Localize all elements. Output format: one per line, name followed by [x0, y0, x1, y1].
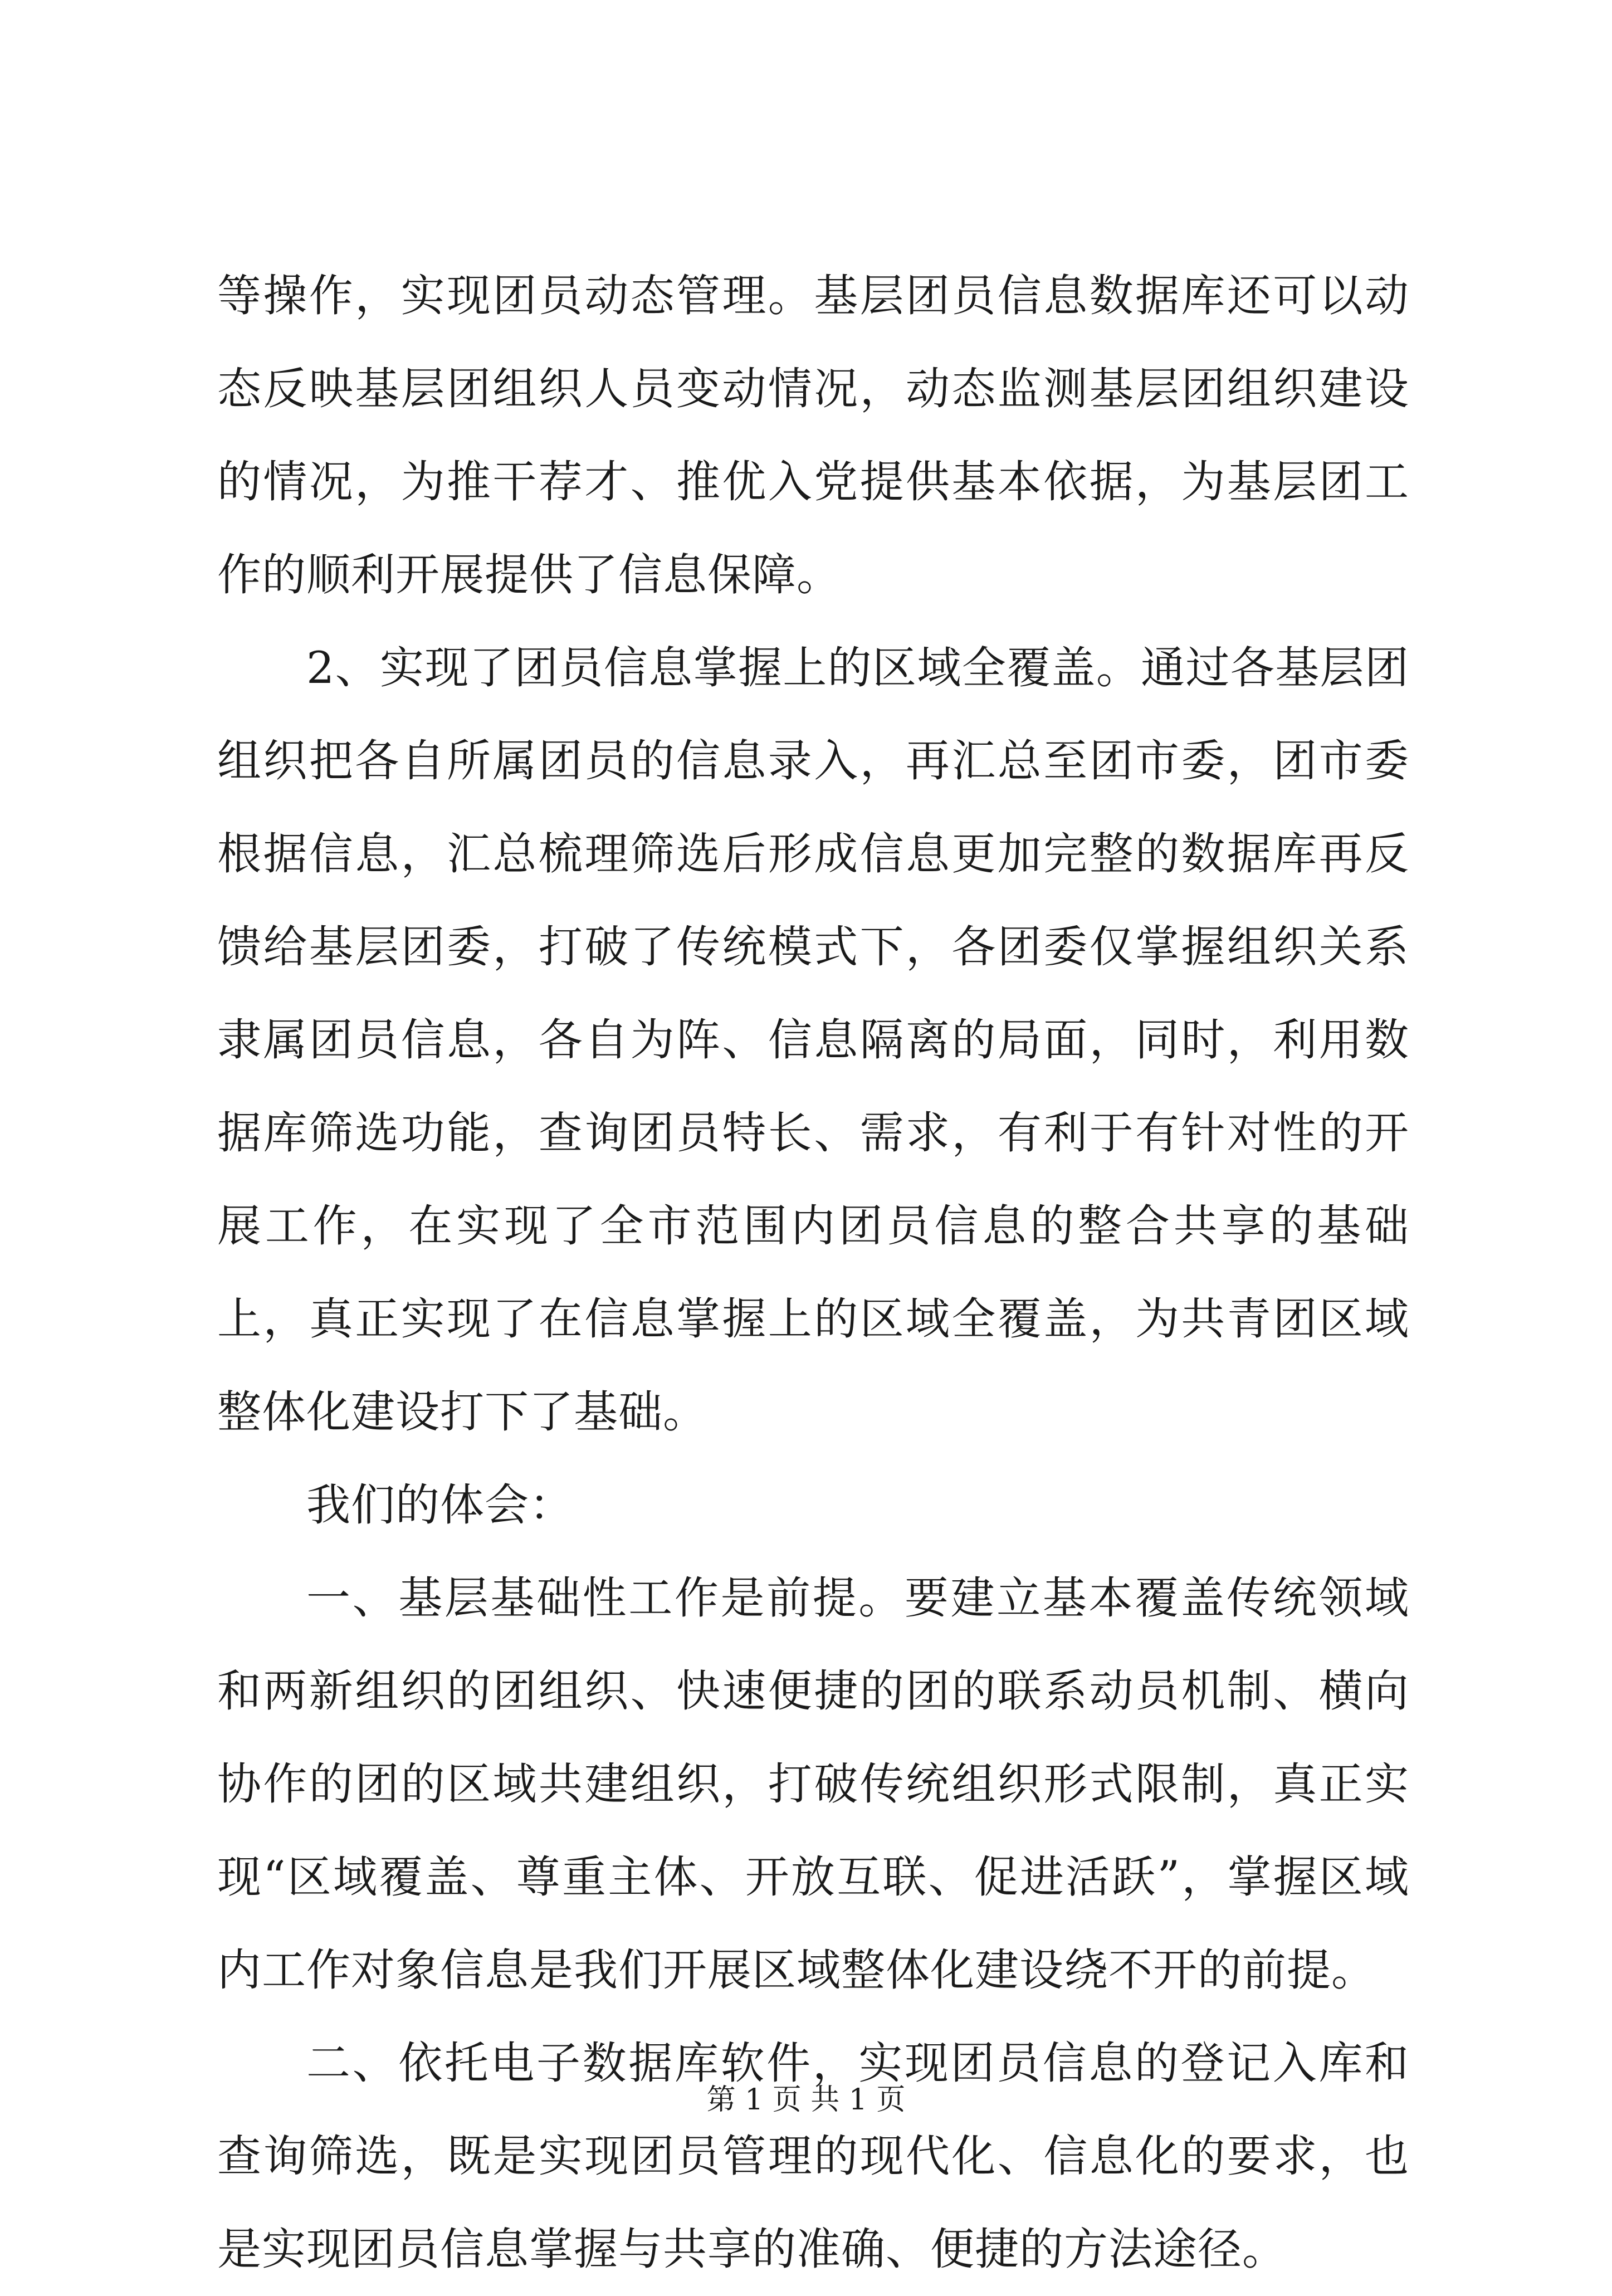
- paragraph-continuation: 等操作，实现团员动态管理。基层团员信息数据库还可以动态反映基层团组织人员变动情况，动态监测基层团组织建设的情况，为推干荐才、推优入党提供基本依据，为基层团工作的顺利开展提供了信息保障。: [217, 270, 1409, 600]
- paragraph-experience-2: 二、依托电子数据库软件，实现团员信息的登记入库和查询筛选，既是实现团员管理的现代化、信息化的要求，也是实现团员信息掌握与共享的准确、便捷的方法途径。: [217, 2038, 1409, 2275]
- paragraph-point-2: 2、实现了团员信息掌握上的区域全覆盖。通过各基层团组织把各自所属团员的信息录入，再汇总至团市委，团市委根据信息，汇总梳理筛选后形成信息更加完整的数据库再反馈给基层团委，打破了传统模式下，各团委仅掌握组织关系隶属团员信息，各自为阵、信息隔离的局面，同时，利用数据库筛选功能，查询团员特长、需求，有利于有针对性的开展工作，在实现了全市范围内团员信息的整合共享的基础上，真正实现了在信息掌握上的区域全覆盖，为共青团区域整体化建设打下了基础。: [217, 642, 1409, 1438]
- paragraph-experience-1: 一、基层基础性工作是前提。要建立基本覆盖传统领域和两新组织的团组织、快速便捷的团的联系动员机制、横向协作的团的区域共建组织，打破传统组织形式限制，真正实现“区域覆盖、尊重主体、开放互联、促进活跃”，掌握区域内工作对象信息是我们开展区域整体化建设绕不开的前提。: [217, 1572, 1409, 1996]
- paragraph-experience-heading: 我们的体会：: [306, 1479, 574, 1531]
- document-body: [217, 250, 1409, 2296]
- page-footer: 第 1 页 共 1 页: [706, 2083, 906, 2117]
